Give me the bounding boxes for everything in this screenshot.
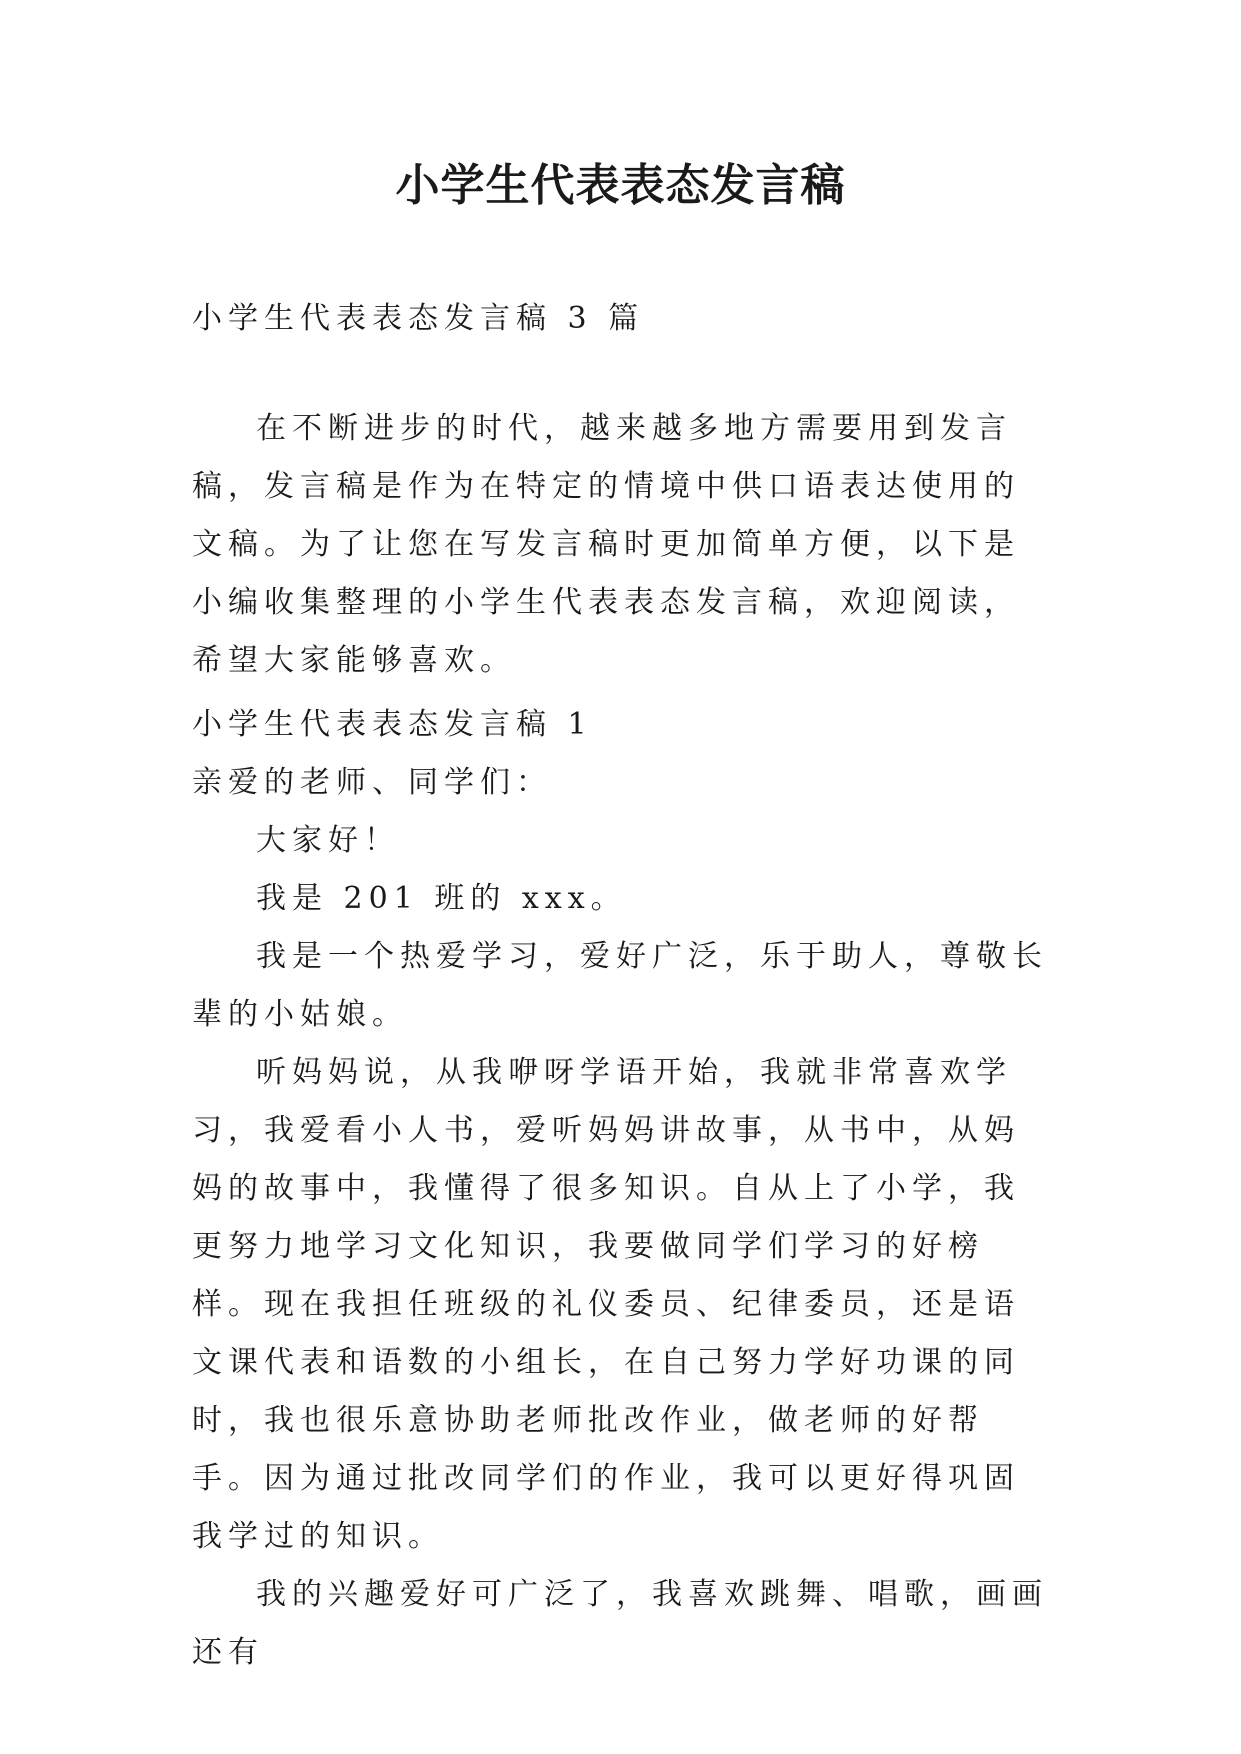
intro-paragraph: 在不断进步的时代，越来越多地方需要用到发言稿，发言稿是作为在特定的情境中供口语表达使用的文稿。为了让您在写发言稿时更加简单方便，以下是小编收集整理的小学生代表表态发言稿，欢迎阅读，希望大家能够喜欢。 <box>192 411 1020 678</box>
speech-paragraph: 大家好！ <box>256 823 400 858</box>
document-subtitle: 小学生代表表态发言稿 3 篇 <box>192 301 645 336</box>
section-heading: 小学生代表表态发言稿 1 <box>192 707 593 742</box>
speech-paragraph: 听妈妈说，从我咿呀学语开始，我就非常喜欢学习，我爱看小人书，爱听妈妈讲故事，从书中，从妈妈的故事中，我懂得了很多知识。自从上了小学，我更努力地学习文化知识，我要做同学们学习的好榜样。现在我担任班级的礼仪委员、纪律委员，还是语文课代表和语数的小组长，在自己努力学好功课的同时，我也很乐意协助老师批改作业，做老师的好帮手。因为通过批改同学们的作业，我可以更好得巩固我学过的知识。 <box>192 1055 1020 1554</box>
document-title: 小学生代表表态发言稿 <box>395 160 846 211</box>
speech-paragraph: 我是 201 班的 xxx。 <box>256 881 627 916</box>
speech-paragraph: 我是一个热爱学习，爱好广泛，乐于助人，尊敬长辈的小姑娘。 <box>192 939 1048 1032</box>
speech-paragraph: 我的兴趣爱好可广泛了，我喜欢跳舞、唱歌，画画还有 <box>192 1577 1048 1670</box>
speech-section-1 <box>192 696 1052 1682</box>
salutation: 亲爱的老师、同学们： <box>192 765 552 800</box>
